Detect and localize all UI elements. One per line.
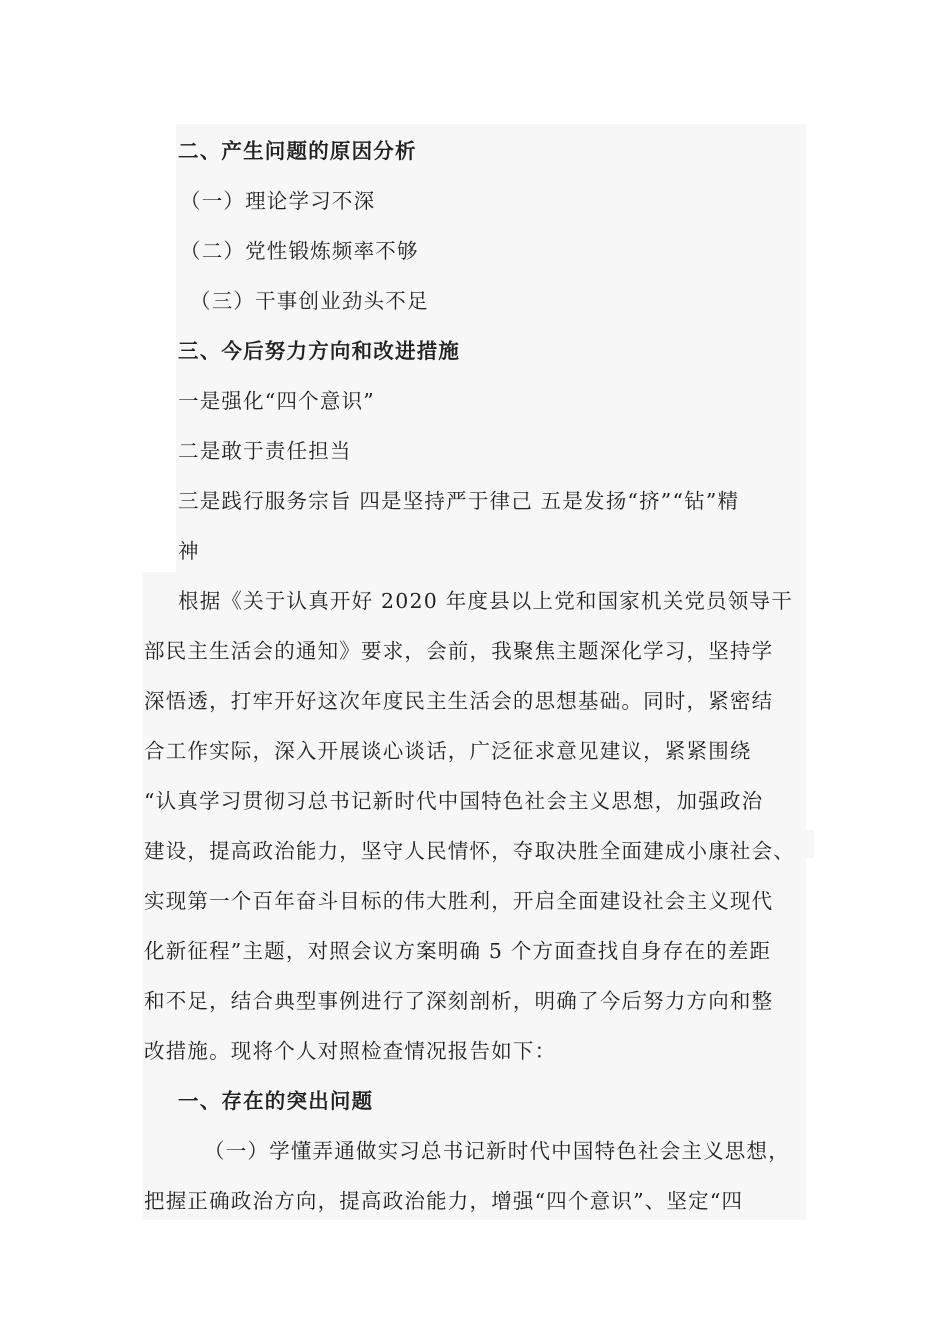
section3-heading: 三、今后努力方向和改进措施: [178, 339, 461, 363]
body-paragraph-line: 深悟透，打牢开好这次年度民主生活会的思想基础。同时，紧密结: [144, 689, 774, 713]
body-paragraph-line: 改措施。现将个人对照检查情况报告如下：: [144, 1039, 557, 1063]
body-paragraph-line: 建设，提高政治能力，坚守人民情怀，夺取决胜全面建成小康社会、: [144, 839, 795, 863]
section2-item-3: （三）干事创业劲头不足: [190, 289, 429, 313]
section2-heading: 二、产生问题的原因分析: [178, 139, 417, 163]
section3-item-2: 二是敢于责任担当: [178, 439, 352, 463]
body-paragraph-line: 和不足，结合典型事例进行了深刻剖析，明确了今后努力方向和整: [144, 989, 774, 1013]
section1-heading: 一、存在的突出问题: [178, 1089, 374, 1113]
section1-item-1-line: （一）学懂弄通做实习总书记新时代中国特色社会主义思想，: [204, 1139, 790, 1163]
section2-item-2: （二）党性锻炼频率不够: [180, 239, 419, 263]
body-background-notch: [806, 830, 814, 858]
section3-item-3-continued: 神: [178, 539, 200, 563]
section1-item-1-line: 把握正确政治方向，提高政治能力，增强“四个意识”、坚定“四: [144, 1189, 744, 1213]
body-paragraph-line: “认真学习贯彻习总书记新时代中国特色社会主义思想，加强政治: [144, 789, 764, 813]
body-paragraph-line: 化新征程”主题，对照会议方案明确 5 个方面查找自身存在的差距: [144, 939, 772, 963]
body-paragraph-line: 根据《关于认真开好 2020 年度县以上党和国家机关党员领导干: [178, 589, 793, 613]
section3-item-3: 三是践行服务宗旨 四是坚持严于律己 五是发扬“挤”“钻”精: [178, 489, 740, 513]
body-paragraph-line: 实现第一个百年奋斗目标的伟大胜利，开启全面建设社会主义现代: [144, 889, 774, 913]
section3-item-1: 一是强化“四个意识”: [178, 389, 375, 413]
body-paragraph-line: 合工作实际，深入开展谈心谈话，广泛征求意见建议，紧紧围绕: [144, 739, 752, 763]
body-paragraph-line: 部民主生活会的通知》要求，会前，我聚焦主题深化学习，坚持学: [144, 639, 774, 663]
section2-item-1: （一）理论学习不深: [180, 189, 376, 213]
